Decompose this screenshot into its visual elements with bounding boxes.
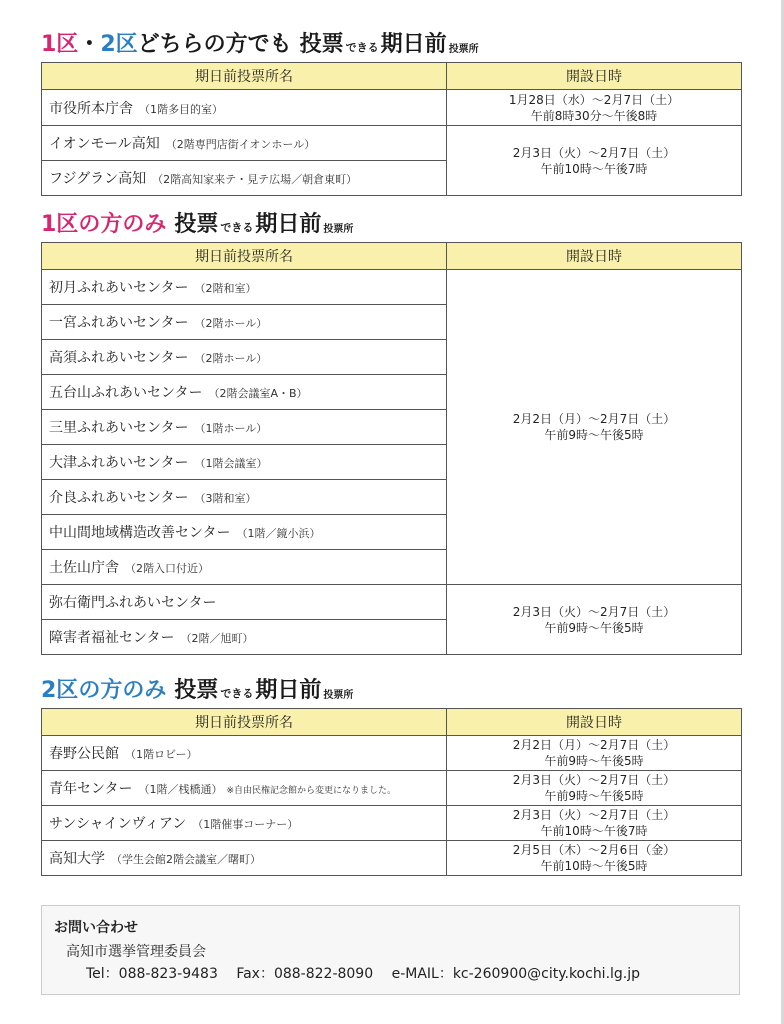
heading-rest: どちらの方でも [137, 32, 292, 57]
heading-main: 期日前 [255, 212, 322, 237]
date-range: 2月2日（月）～2月7日（土） [512, 738, 676, 752]
station-note: （2階／旭町） [180, 632, 254, 645]
heading-tiny: 投票所 [448, 44, 479, 55]
contact-title: お問い合わせ [54, 920, 138, 936]
column-header-name: 期日前投票所名 [42, 63, 447, 90]
station-name: 中山間地域構造改善センター [49, 525, 231, 541]
station-name: 土佐山庁舎 [49, 560, 119, 576]
station-name: 障害者福祉センター [49, 630, 175, 646]
heading-main: 期日前 [380, 32, 447, 57]
heading-vote: 投票 [299, 32, 344, 57]
station-name: 初月ふれあいセンター [49, 280, 189, 296]
time-range: 午前9時～午後5時 [544, 789, 644, 803]
date-range: 2月2日（月）～2月7日（土） [512, 412, 676, 426]
contact-organization: 高知市選挙管理委員会 [66, 944, 206, 960]
station-note: （1階催事コーナー） [192, 818, 299, 831]
time-range: 午前10時～午後7時 [540, 824, 648, 838]
station-note: （2階和室） [194, 282, 257, 295]
section-both-districts [41, 30, 741, 196]
date-range: 2月3日（火）～2月7日（土） [512, 808, 676, 822]
time-range: 午前9時～午後5時 [544, 620, 644, 635]
station-name: 春野公民館 [49, 746, 119, 762]
table-row [42, 771, 742, 806]
station-name: サンシャインヴィアン [49, 816, 187, 832]
column-header-dates: 開設日時 [447, 63, 742, 90]
polling-table [41, 242, 742, 655]
station-note: （1階／鏡小浜） [236, 527, 321, 540]
contact-box [41, 905, 740, 995]
column-header-dates: 開設日時 [447, 709, 742, 736]
station-note: （2階専門店街イオンホール） [165, 138, 316, 151]
station-note: （1階ホール） [194, 422, 268, 435]
table-row [42, 126, 742, 161]
polling-table [41, 708, 742, 876]
station-note: （3階和室） [194, 492, 257, 505]
table-row [42, 270, 742, 305]
heading-small: できる [220, 221, 254, 234]
heading-vote: 投票 [174, 678, 219, 703]
station-name: 大津ふれあいセンター [49, 455, 189, 471]
station-note: （1階／桟橋通） [138, 783, 223, 796]
station-name: 五台山ふれあいセンター [49, 385, 203, 401]
station-name: 高知大学 [49, 851, 105, 867]
station-name: 三里ふれあいセンター [49, 420, 189, 436]
time-range: 午前9時～午後5時 [544, 754, 644, 768]
change-notice: ※自由民権記念館から変更になりました。 [226, 786, 396, 796]
contact-email: e-MAIL：kc-260900@city.kochi.lg.jp [391, 966, 641, 982]
section-heading [41, 30, 741, 58]
station-name: イオンモール高知 [49, 136, 160, 152]
station-note: （2階ホール） [194, 352, 268, 365]
district-2-label: 2区 [41, 678, 79, 703]
heading-rest: の方のみ [78, 212, 167, 237]
separator-dot: ・ [78, 32, 101, 57]
district-1-label: 1区 [41, 32, 79, 57]
heading-tiny: 投票所 [323, 224, 354, 235]
date-range: 2月3日（火）～2月7日（土） [512, 604, 676, 619]
table-row [42, 736, 742, 771]
heading-vote: 投票 [174, 212, 219, 237]
station-name: 青年センター [49, 781, 133, 797]
station-name: 一宮ふれあいセンター [49, 315, 189, 331]
date-range: 2月3日（火）～2月7日（土） [512, 145, 676, 160]
station-note: （2階ホール） [194, 317, 268, 330]
time-range: 午前10時～午後7時 [540, 161, 648, 176]
column-header-name: 期日前投票所名 [42, 709, 447, 736]
contact-tel: Tel：088-823-9483 [86, 966, 218, 982]
table-row [42, 806, 742, 841]
station-note: （学生会館2階会議室／曙町） [111, 853, 261, 866]
station-name: 市役所本庁舎 [49, 100, 133, 117]
heading-rest: の方のみ [78, 678, 167, 703]
polling-table [41, 62, 742, 196]
contact-fax: Fax：088-822-8090 [236, 966, 374, 982]
date-range: 2月5日（木）～2月6日（金） [512, 843, 676, 857]
section-heading [41, 210, 741, 238]
station-note: （1階多目的室） [139, 102, 223, 116]
heading-main: 期日前 [255, 678, 322, 703]
station-name: 弥右衛門ふれあいセンター [49, 595, 217, 611]
station-note: （2階会議室A・B） [208, 387, 308, 400]
station-note: （1階会議室） [194, 457, 268, 470]
table-row [42, 90, 742, 126]
time-range: 午前8時30分～午後8時 [530, 108, 658, 123]
table-row [42, 841, 742, 876]
contact-info [86, 963, 654, 983]
station-note: （2階入口付近） [125, 562, 209, 575]
station-note: （1階ロビー） [125, 748, 198, 761]
station-name: 介良ふれあいセンター [49, 490, 189, 506]
column-header-dates: 開設日時 [447, 243, 742, 270]
time-range: 午前10時～午後5時 [540, 859, 648, 873]
time-range: 午前9時～午後5時 [544, 428, 644, 442]
heading-small: できる [220, 687, 254, 700]
table-row [42, 585, 742, 620]
station-note: （2階高知家来テ・見テ広場／朝倉東町） [152, 173, 358, 186]
station-name: 高須ふれあいセンター [49, 350, 189, 366]
station-name: フジグラン高知 [49, 171, 147, 187]
heading-tiny: 投票所 [323, 690, 354, 701]
date-range: 1月28日（水）～2月7日（土） [508, 92, 680, 107]
heading-small: できる [345, 41, 379, 54]
district-1-label: 1区 [41, 212, 79, 237]
column-header-name: 期日前投票所名 [42, 243, 447, 270]
date-range: 2月3日（火）～2月7日（土） [512, 773, 676, 787]
section-heading [41, 676, 741, 704]
section-district-1 [41, 210, 741, 655]
section-district-2 [41, 676, 741, 876]
district-2-label: 2区 [100, 32, 138, 57]
